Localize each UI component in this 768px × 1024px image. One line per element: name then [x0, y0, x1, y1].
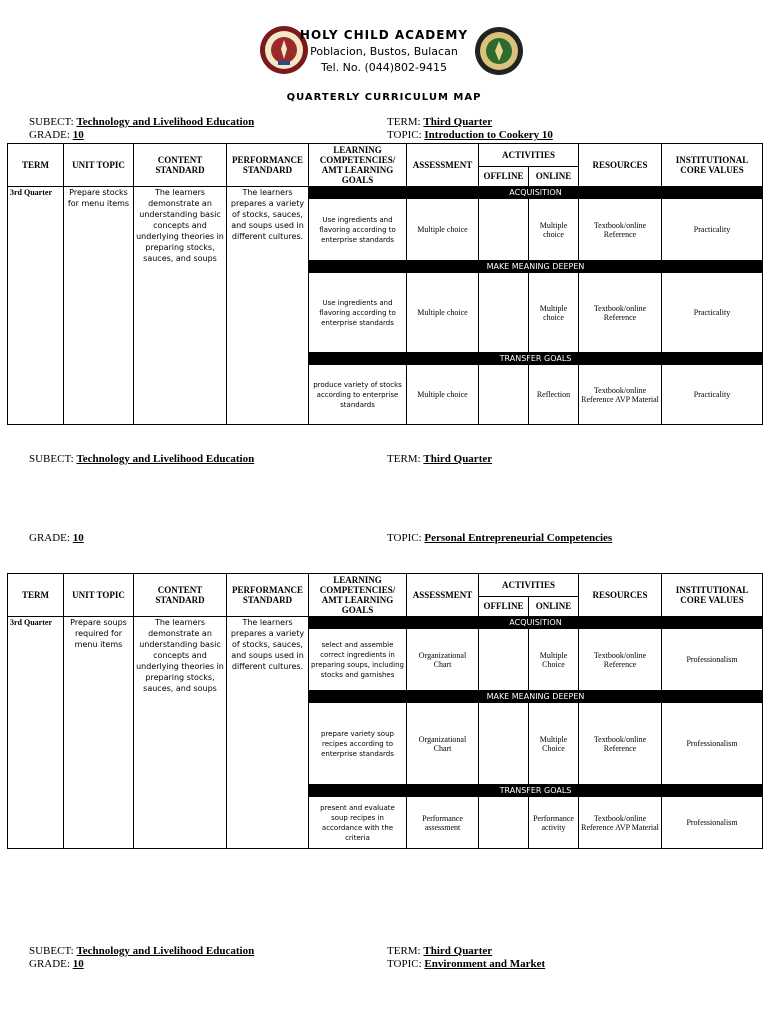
term-line-3 [387, 945, 492, 957]
offline-cell [479, 273, 529, 353]
grade-line-2 [29, 532, 84, 544]
term-value: Third Quarter [423, 453, 493, 465]
resources-cell: Textbook/online Reference AVP Material [579, 797, 662, 849]
offline-cell [479, 797, 529, 849]
term-label: TERM: [387, 945, 421, 957]
col-offline: OFFLINE [479, 596, 529, 616]
band-transfer: TRANSFER GOALS [309, 353, 763, 365]
lc-cell: prepare variety soup recipes according to enterprise standards [309, 703, 407, 785]
subject-label: SUBECT: [29, 116, 74, 128]
values-cell: Professionalism [662, 703, 763, 785]
resources-cell: Textbook/online Reference [579, 199, 662, 261]
lc-cell: produce variety of stocks according to enterprise standards [309, 365, 407, 425]
col-learning-competencies: LEARNING COMPETENCIES/ AMT LEARNING GOALS [309, 144, 407, 187]
online-cell: Multiple Choice [529, 629, 579, 691]
grade-value: 10 [72, 129, 84, 141]
topic-value: Introduction to Cookery 10 [424, 129, 553, 141]
assessment-cell: Organizational Chart [407, 703, 479, 785]
term-label: TERM: [387, 453, 421, 465]
col-resources: RESOURCES [579, 574, 662, 617]
col-unit-topic: UNIT TOPIC [64, 144, 134, 187]
col-online: ONLINE [529, 166, 579, 186]
band-make-meaning: MAKE MEANING DEEPEN [309, 261, 763, 273]
grade-value: 10 [72, 958, 84, 970]
col-offline: OFFLINE [479, 166, 529, 186]
subject-value: Technology and Livelihood Education [76, 453, 255, 465]
assessment-cell: Multiple choice [407, 273, 479, 353]
topic-line-2 [387, 532, 612, 544]
offline-cell [479, 703, 529, 785]
subject-label: SUBECT: [29, 945, 74, 957]
lc-cell: Use ingredients and flavoring according to enterprise standards [309, 199, 407, 261]
band-acquisition: ACQUISITION [309, 617, 763, 629]
term-line-1 [387, 116, 492, 128]
grade-line-3 [29, 958, 84, 970]
values-cell: Practicality [662, 199, 763, 261]
online-cell: Performance activity [529, 797, 579, 849]
col-content-standard: CONTENT STANDARD [134, 574, 227, 617]
subject-line-1 [29, 116, 254, 128]
online-cell: Multiple choice [529, 199, 579, 261]
school-address: Poblacion, Bustos, Bulacan [310, 45, 458, 58]
subject-value: Technology and Livelihood Education [76, 116, 255, 128]
subject-value: Technology and Livelihood Education [76, 945, 255, 957]
term-cell: 3rd Quarter [8, 187, 64, 425]
offline-cell [479, 199, 529, 261]
col-assessment: ASSESSMENT [407, 144, 479, 187]
term-value: Third Quarter [423, 945, 493, 957]
online-cell: Multiple Choice [529, 703, 579, 785]
term-cell: 3rd Quarter [8, 617, 64, 849]
unit-topic-cell: Prepare stocks for menu items [64, 187, 134, 425]
topic-label: TOPIC: [387, 958, 422, 970]
col-term: TERM [8, 144, 64, 187]
resources-cell: Textbook/online Reference [579, 703, 662, 785]
col-content-standard: CONTENT STANDARD [134, 144, 227, 187]
curriculum-table-2 [7, 573, 763, 849]
performance-standard-cell: The learners prepares a variety of stocks, sauces, and soups used in different cultures. [227, 617, 309, 849]
resources-cell: Textbook/online Reference AVP Material [579, 365, 662, 425]
topic-value: Personal Entrepreneurial Competencies [424, 532, 613, 544]
assessment-cell: Multiple choice [407, 199, 479, 261]
col-assessment: ASSESSMENT [407, 574, 479, 617]
school-header [0, 28, 768, 74]
term-value: Third Quarter [423, 116, 493, 128]
col-performance-standard: PERFORMANCE STANDARD [227, 574, 309, 617]
offline-cell [479, 365, 529, 425]
assessment-cell: Multiple choice [407, 365, 479, 425]
map-title: QUARTERLY CURRICULUM MAP [286, 92, 482, 103]
grade-value: 10 [72, 532, 84, 544]
subject-label: SUBECT: [29, 453, 74, 465]
col-resources: RESOURCES [579, 144, 662, 187]
topic-line-3 [387, 958, 545, 970]
col-core-values: INSTITUTIONAL CORE VALUES [662, 144, 763, 187]
col-activities: ACTIVITIES [479, 574, 579, 597]
unit-topic-cell: Prepare soups required for menu items [64, 617, 134, 849]
col-core-values: INSTITUTIONAL CORE VALUES [662, 574, 763, 617]
term-label: TERM: [387, 116, 421, 128]
content-standard-cell: The learners demonstrate an understanding basic concepts and underlying theories in preparing stocks, sauces, and soups [134, 617, 227, 849]
offline-cell [479, 629, 529, 691]
col-activities: ACTIVITIES [479, 144, 579, 167]
resources-cell: Textbook/online Reference [579, 629, 662, 691]
assessment-cell: Performance assessment [407, 797, 479, 849]
performance-standard-cell: The learners prepares a variety of stocks, sauces, and soups used in different cultures. [227, 187, 309, 425]
lc-cell: select and assemble correct ingredients in preparing soups, including stocks and garnishes [309, 629, 407, 691]
grade-label: GRADE: [29, 958, 70, 970]
subject-line-3 [29, 945, 254, 957]
curriculum-table-1 [7, 143, 763, 425]
school-name: HOLY CHILD ACADEMY [299, 28, 469, 42]
topic-label: TOPIC: [387, 532, 422, 544]
resources-cell: Textbook/online Reference [579, 273, 662, 353]
online-cell: Reflection [529, 365, 579, 425]
grade-label: GRADE: [29, 532, 70, 544]
topic-value: Environment and Market [424, 958, 546, 970]
online-cell: Multiple choice [529, 273, 579, 353]
values-cell: Professionalism [662, 629, 763, 691]
col-performance-standard: PERFORMANCE STANDARD [227, 144, 309, 187]
col-term: TERM [8, 574, 64, 617]
content-standard-cell: The learners demonstrate an understanding basic concepts and underlying theories in preparing stocks, sauces, and soups [134, 187, 227, 425]
values-cell: Professionalism [662, 797, 763, 849]
col-learning-competencies: LEARNING COMPETENCIES/ AMT LEARNING GOALS [309, 574, 407, 617]
term-line-2 [387, 453, 492, 465]
assessment-cell: Organizational Chart [407, 629, 479, 691]
grade-line-1 [29, 129, 84, 141]
values-cell: Practicality [662, 273, 763, 353]
band-transfer: TRANSFER GOALS [309, 785, 763, 797]
school-tel: Tel. No. (044)802-9415 [321, 61, 447, 74]
col-online: ONLINE [529, 596, 579, 616]
topic-line-1 [387, 129, 553, 141]
topic-label: TOPIC: [387, 129, 422, 141]
band-acquisition: ACQUISITION [309, 187, 763, 199]
band-make-meaning: MAKE MEANING DEEPEN [309, 691, 763, 703]
lc-cell: present and evaluate soup recipes in accordance with the criteria [309, 797, 407, 849]
lc-cell: Use ingredients and flavoring according to enterprise standards [309, 273, 407, 353]
grade-label: GRADE: [29, 129, 70, 141]
col-unit-topic: UNIT TOPIC [64, 574, 134, 617]
subject-line-2 [29, 453, 254, 465]
values-cell: Practicality [662, 365, 763, 425]
